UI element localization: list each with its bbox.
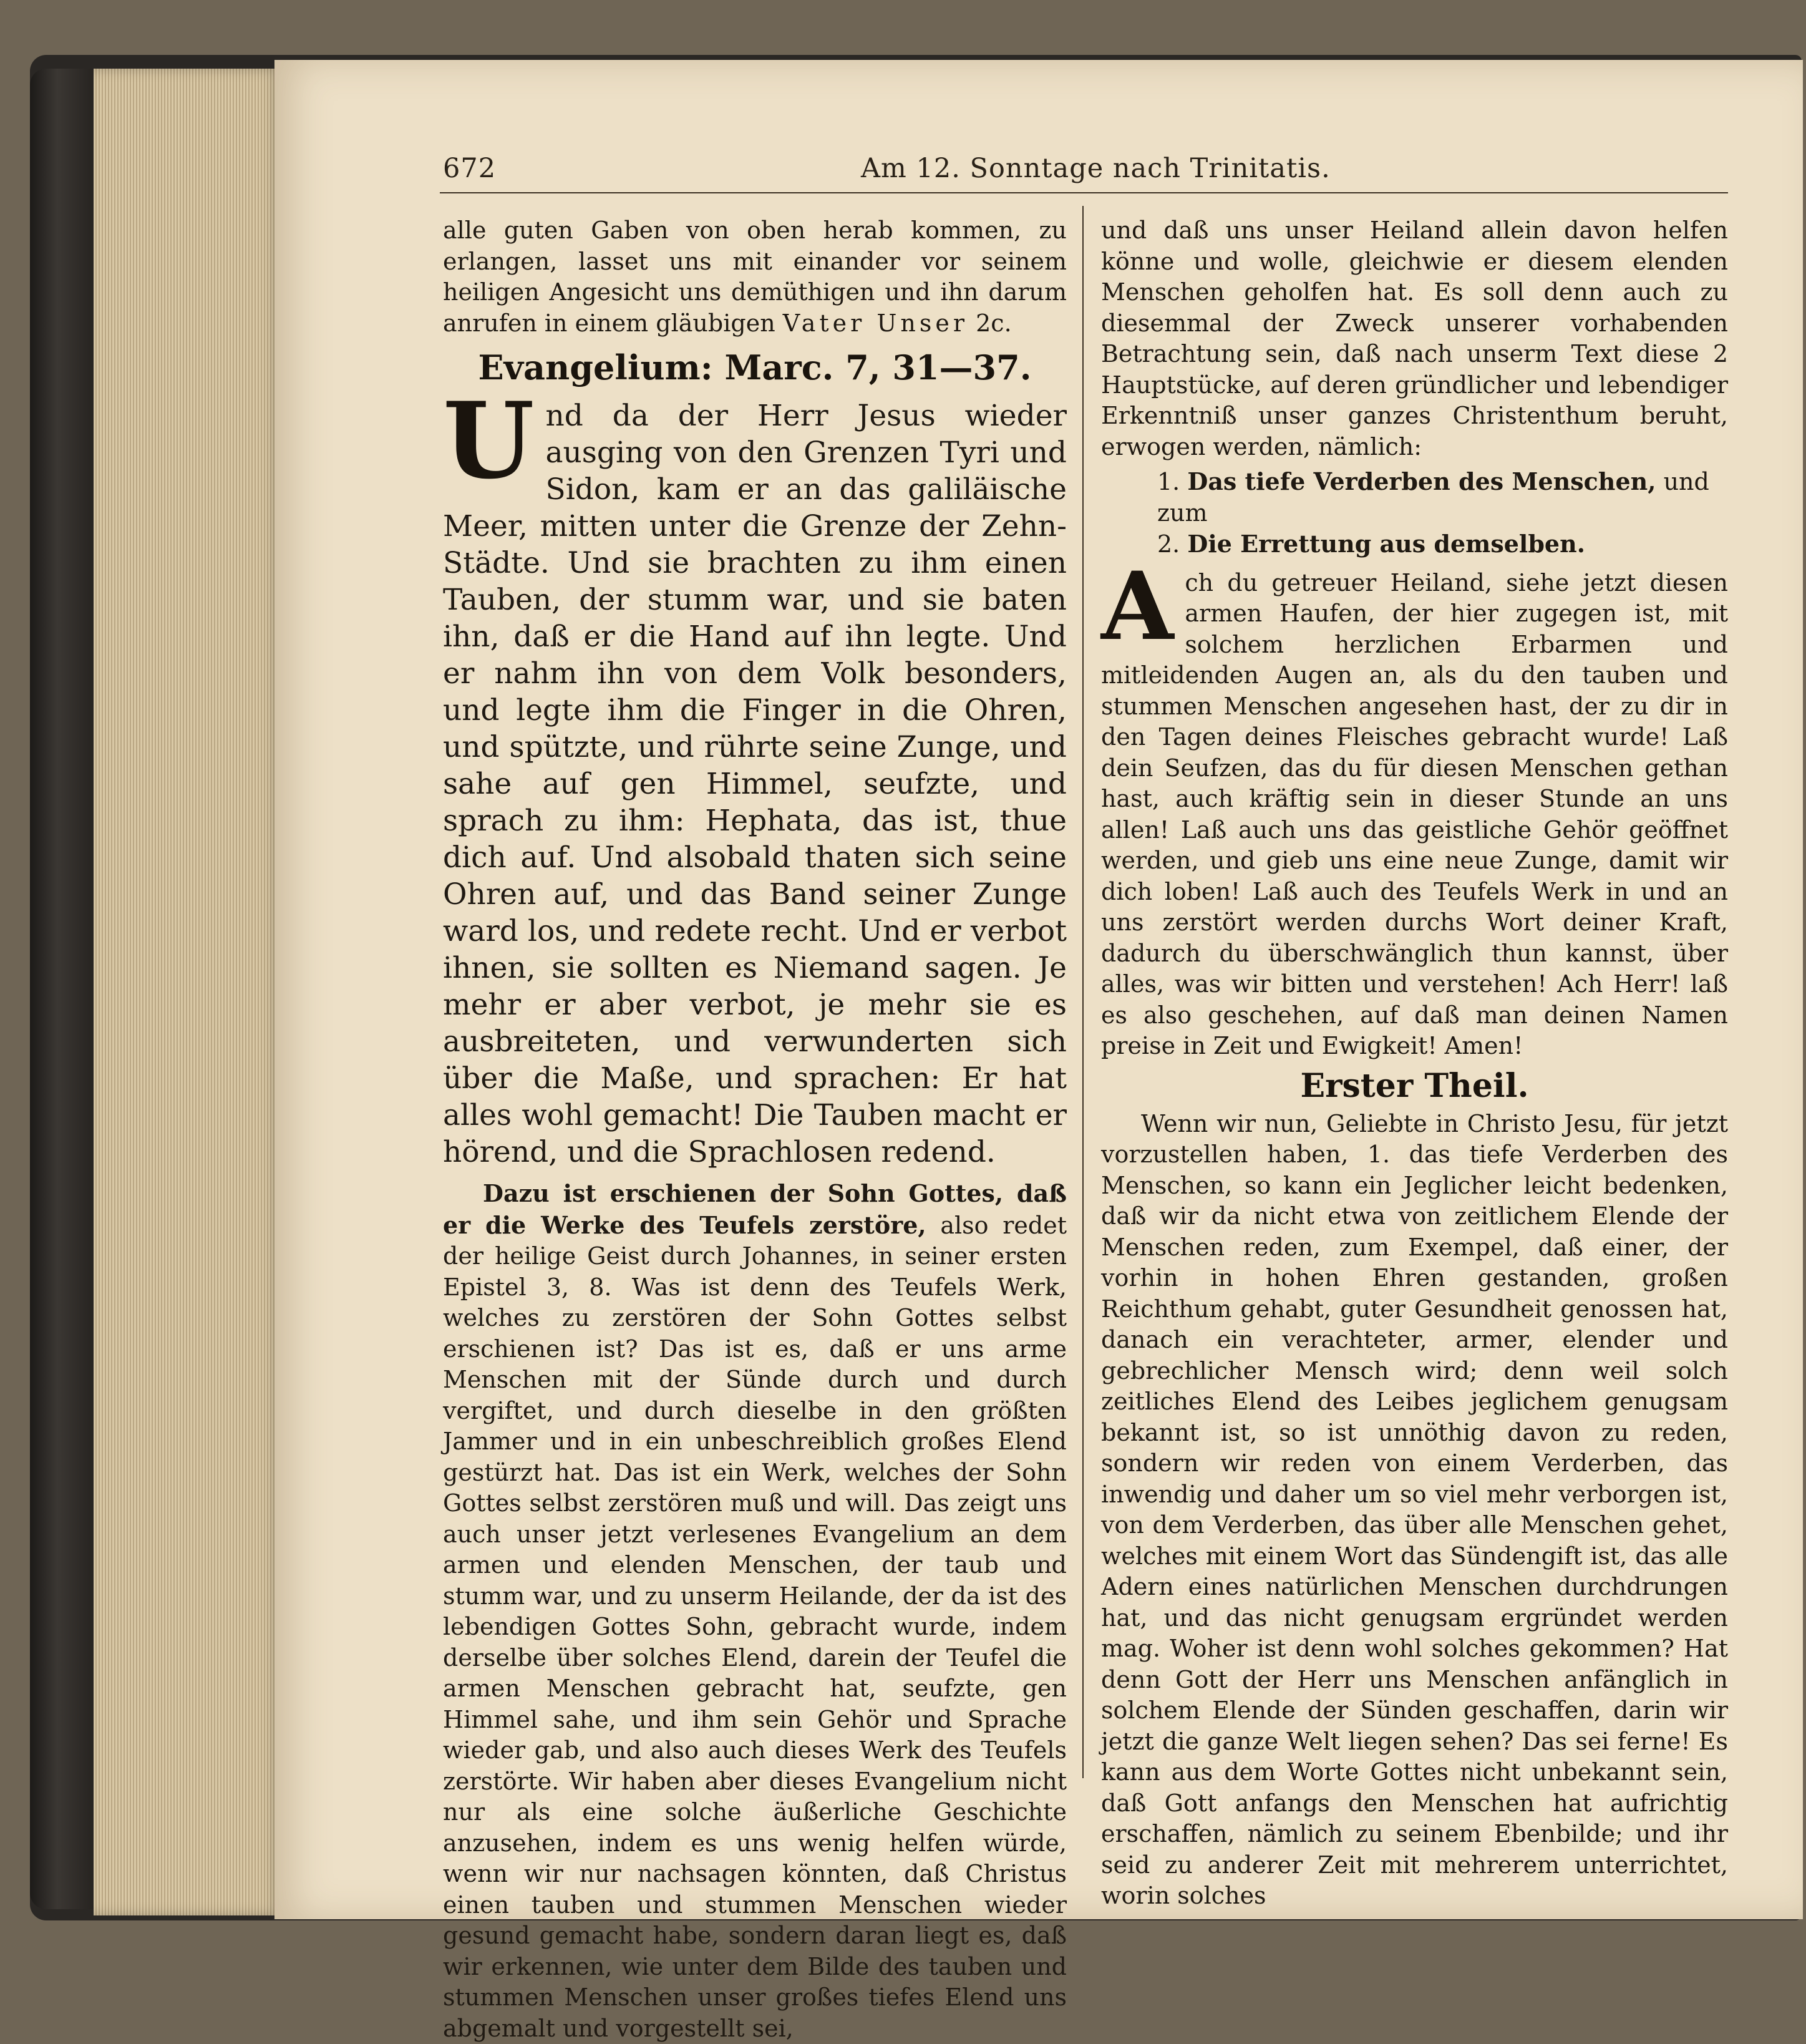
point-1 (1101, 466, 1728, 528)
left-column (443, 215, 1067, 2044)
prayer-paragraph (1101, 551, 1728, 1062)
prayer-text: ch du getreuer Heiland, siehe jetzt diesen armen Haufen, der hier zugegen ist, mit solchem herzlichen Erbarmen und mitleidenden Augen an, als du den tauben und stummen Menschen angesehen hast, der zu dir in den Tagen deines Fleisches gebracht wurde! Laß dein Seufzen, das du für diesen Menschen gethan hast, auch kräftig sein in dieser Stunde an uns allen! Laß auch uns das geistliche Gehör geöffnet werden, und gieb uns eine neue Zunge, damit wir dich loben! Laß auch des Teufels Werk in und an uns zerstört werden durchs Wort deiner Kraft, dadurch du überschwänglich thun kannst, über alles, was wir bitten und verstehen! Ach Herr! laß es also geschehen, auf daß man deinen Namen preise in Zeit und Ewigkeit! Amen! (1101, 568, 1728, 1059)
page-number: 672 (443, 153, 497, 184)
intro-end: 2c. (976, 309, 1012, 337)
book-spine (30, 69, 99, 1909)
intro-paragraph (443, 215, 1067, 339)
column-rule (1082, 206, 1084, 1778)
intro-spaced: Vater Unser (782, 309, 969, 337)
gospel-dropcap: U (443, 379, 535, 502)
point-tail: und zum (1157, 468, 1709, 527)
point-number: 2. (1157, 530, 1180, 558)
continuation-paragraph: und daß uns unser Heiland allein davon helfen könne und wolle, gleichwie er diesem elenden Menschen geholfen hat. Es soll denn auch zu diesemmal der Zweck unserer vorhabenden Betrachtung sein, daß nach unserm Text diese 2 Hauptstücke, auf deren gründlicher und lebendiger Erkenntniß unser ganzes Christenthum beruht, erwogen werden, nämlich: (1101, 217, 1728, 460)
right-column (1101, 215, 1728, 1912)
gospel-text: nd da der Herr Jesus wieder ausging von den Grenzen Tyri und Sidon, kam er an das galiläische Meer, mitten unter die Grenze der Zehn-Städte. Und sie brachten zu ihm einen Tauben, der stumm war, und sie baten ihn, daß er die Hand auf ihn legte. Und er nahm ihn von dem Volk besonders, und legte ihm die Finger in die Ohren, und spützte, und rührte seine Zunge, und sahe auf gen Himmel, seufzte, und sprach zu ihm: Hephata, das ist, thue dich auf. Und alsobald thaten sich seine Ohren auf, und das Band seiner Zunge ward los, und redete recht. Und er verbot ihnen, sie sollten es Niemand sagen. Je mehr er aber verbot, je mehr sie es ausbreiteten, und verwunderten sich über die Maße, und sprachen: Er hat alles wohl gemacht! Die Tauben macht er hörend, und die Sprachlosen redend. (443, 399, 1067, 1169)
page-edges (94, 69, 281, 1915)
running-title: Am 12. Sonntage nach Trinitatis. (861, 153, 1331, 184)
sermon-text: also redet der heilige Geist durch Johannes, in seiner ersten Epistel 3, 8. Was ist denn des Teufels Werk, welches zu zerstören der Sohn Gottes selbst erschienen ist? Das ist es, daß er uns arme Menschen mit der Sünde durch und durch vergiftet, und durch dieselbe in den größten Jammer und in ein unbeschreiblich großes Elend gestürzt hat. Das ist ein Werk, welches der Sohn Gottes selbst zerstören muß und will. Das zeigt uns auch unser jetzt verlesenes Evangelium an dem armen und elenden Menschen, der taub und stumm war, und zu unserm Heilande, der da ist des lebendigen Gottes Sohn, gebracht wurde, indem derselbe über solches Elend, darein der Teufel die armen Menschen gebracht hat, seufzte, gen Himmel sahe, und ihm sein Gehör und Sprache wieder gab, und also auch dieses Werk des Teufels zerstörte. Wir haben aber dieses Evangelium nicht nur als eine solche äußerliche Geschichte anzusehen, indem es uns wenig helfen würde, wenn wir nur nachsagen könnten, daß Christus einen tauben und stummen Menschen wieder gesund gemacht habe, sondern daran liegt es, daß wir erkennen, wie unter dem Bilde des tauben und stummen Menschen unser großes tiefes Elend uns abgemalt und vorgestellt sei, (443, 1211, 1067, 2042)
running-head (443, 153, 1728, 190)
gospel-heading: Evangelium: Marc. 7, 31—37. (478, 348, 1032, 387)
point-number: 1. (1157, 468, 1180, 495)
sermon-paragraph (443, 1178, 1067, 2044)
intro-text: alle guten Gaben von oben herab kommen, zu erlangen, lasset uns mit einander vor seinem heiligen Angesicht uns demüthigen und ihn darum anrufen in einem gläubigen (443, 217, 1067, 337)
header-rule (440, 192, 1728, 193)
point-2 (1101, 528, 1728, 560)
prayer-dropcap: A (1101, 551, 1174, 661)
sermon-lead: Dazu ist erschienen der Sohn Gottes, daß er die Werke des Teufels zerstöre, (443, 1179, 1067, 1239)
point-title: Das tiefe Verderben des Menschen, (1187, 467, 1656, 495)
gospel-paragraph (443, 379, 1067, 1170)
part-heading: Erster Theil. (1300, 1066, 1529, 1105)
point-title: Die Errettung aus demselben. (1187, 530, 1585, 558)
part-paragraph: Wenn wir nun, Geliebte in Christo Jesu, für jetzt vorzustellen haben, 1. das tiefe Verderben des Menschen, so kann ein Jeglicher leicht bedenken, daß wir da nicht etwa von zeitlichem Elende der Menschen reden, zum Exempel, daß einer, der vorhin in hohen Ehren gestanden, großen Reichthum gehabt, guter Gesundheit genossen hat, danach ein verachteter, armer, elender und gebrechlicher Mensch wird; denn weil solch zeitliches Elend des Leibes jeglichem genugsam bekannt ist, so ist unnöthig davon zu reden, sondern wir reden von einem Verderben, das inwendig und daher um so viel mehr verborgen ist, von dem Verderben, das über alle Menschen gehet, welches mit einem Wort das Sündengift ist, das alle Adern eines natürlichen Menschen durchdrungen hat, und das nicht genugsam ergründet werden mag. Woher ist denn wohl solches gekommen? Hat denn Gott der Herr uns Menschen anfänglich in solchem Elende der Sünden geschaffen, darin wir jetzt die ganze Welt liegen sehen? Das sei ferne! Es kann aus dem Worte Gottes nicht unbekannt sein, daß Gott anfangs den Menschen hat aufrichtig erschaffen, nämlich zu seinem Ebenbilde; und ihr seid zu anderer Zeit mit mehrerem unterrichtet, worin solches (1101, 1109, 1728, 1909)
